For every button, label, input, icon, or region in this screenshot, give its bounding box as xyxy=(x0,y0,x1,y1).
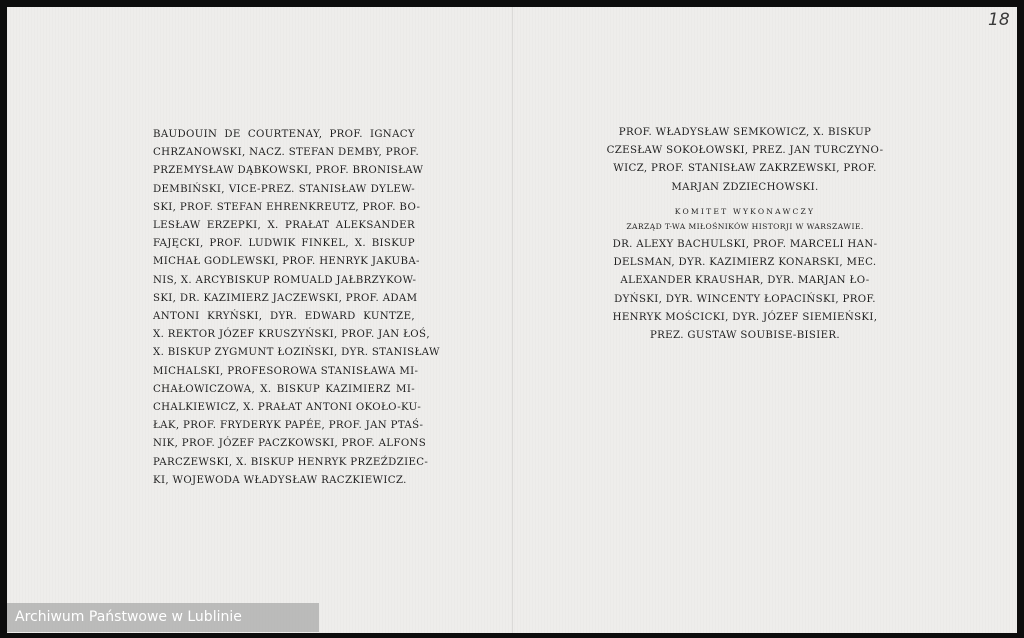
archive-label: Archiwum Państwowe w Lublinie xyxy=(15,609,242,625)
text-line: LESŁAW ERZEPKI, X. PRAŁAT ALEKSANDER xyxy=(153,220,415,232)
text-line: SKI, PROF. STEFAN EHRENKREUTZ, PROF. BO- xyxy=(153,201,421,213)
text-line: X. BISKUP ZYGMUNT ŁOZIŃSKI, DYR. STANISŁAW xyxy=(153,347,440,359)
text-line: X. REKTOR JÓZEF KRUSZYŃSKI, PROF. JAN ŁOŚ, xyxy=(153,329,430,341)
right-column-bottom-text xyxy=(600,236,890,345)
text-line: PRZEMYSŁAW DĄBKOWSKI, PROF. BRONISŁAW xyxy=(153,165,424,177)
text-line: ALEXANDER KRAUSHAR, DYR. MARJAN ŁO- xyxy=(620,275,870,287)
text-line: KI, WOJEWODA WŁADYSŁAW RACZKIEWICZ. xyxy=(153,474,407,486)
text-line: CHAŁOWICZOWA, X. BISKUP KAZIMIERZ MI- xyxy=(153,383,415,395)
text-line: DYŃSKI, DYR. WINCENTY ŁOPACIŃSKI, PROF. xyxy=(614,293,876,305)
text-line: DELSMAN, DYR. KAZIMIERZ KONARSKI, MEC. xyxy=(613,257,877,269)
text-line: BAUDOUIN DE COURTENAY, PROF. IGNACY xyxy=(153,129,415,140)
text-line: DR. ALEXY BACHULSKI, PROF. MARCELI HAN- xyxy=(612,239,878,250)
text-line: CHALKIEWICZ, X. PRAŁAT ANTONI OKOŁO-KU- xyxy=(153,402,422,414)
text-line: FAJĘCKI, PROF. LUDWIK FINKEL, X. BISKUP xyxy=(153,238,415,250)
archive-watermark xyxy=(7,603,319,632)
text-line: WICZ, PROF. STANISŁAW ZAKRZEWSKI, PROF. xyxy=(613,163,877,175)
page-fold xyxy=(512,7,513,633)
right-column-top-text xyxy=(600,124,890,197)
committee-heading: KOMITET WYKONAWCZY xyxy=(674,207,816,216)
page-number: 18 xyxy=(988,10,1010,30)
left-column-text xyxy=(153,126,440,490)
text-line: MICHALSKI, PROFESOROWA STANISŁAWA MI- xyxy=(153,365,419,377)
text-line: DEMBIŃSKI, VICE-PREZ. STANISŁAW DYLEW- xyxy=(153,183,415,195)
text-line: SKI, DR. KAZIMIERZ JACZEWSKI, PROF. ADAM xyxy=(153,292,418,304)
text-line: ŁAK, PROF. FRYDERYK PAPÉE, PROF. JAN PTAŚ- xyxy=(153,420,424,432)
text-line: CHRZANOWSKI, NACZ. STEFAN DEMBY, PROF. xyxy=(153,147,420,159)
text-line: NIS, X. ARCYBISKUP ROMUALD JAŁBRZYKOW- xyxy=(153,274,417,286)
text-line: PREZ. GUSTAW SOUBISE-BISIER. xyxy=(649,330,841,342)
text-line: MICHAŁ GODLEWSKI, PROF. HENRYK JAKUBA- xyxy=(153,256,420,268)
text-line: PROF. WŁADYSŁAW SEMKOWICZ, X. BISKUP xyxy=(618,127,872,138)
committee-subheading: ZARZĄD T-WA MIŁOŚNIKÓW HISTORJI W WARSZAWIE. xyxy=(626,222,864,231)
text-line: HENRYK MOŚCICKI, DYR. JÓZEF SIEMIEŃSKI, xyxy=(612,311,878,323)
text-line: CZESŁAW SOKOŁOWSKI, PREZ. JAN TURCZYNO- xyxy=(606,145,884,157)
text-line: NIK, PROF. JÓZEF PACZKOWSKI, PROF. ALFONS xyxy=(153,438,427,450)
text-line: MARJAN ZDZIECHOWSKI. xyxy=(671,181,819,193)
text-line: ANTONI KRYŃSKI, DYR. EDWARD KUNTZE, xyxy=(153,311,415,323)
text-line: PARCZEWSKI, X. BISKUP HENRYK PRZEŹDZIEC- xyxy=(153,456,429,468)
